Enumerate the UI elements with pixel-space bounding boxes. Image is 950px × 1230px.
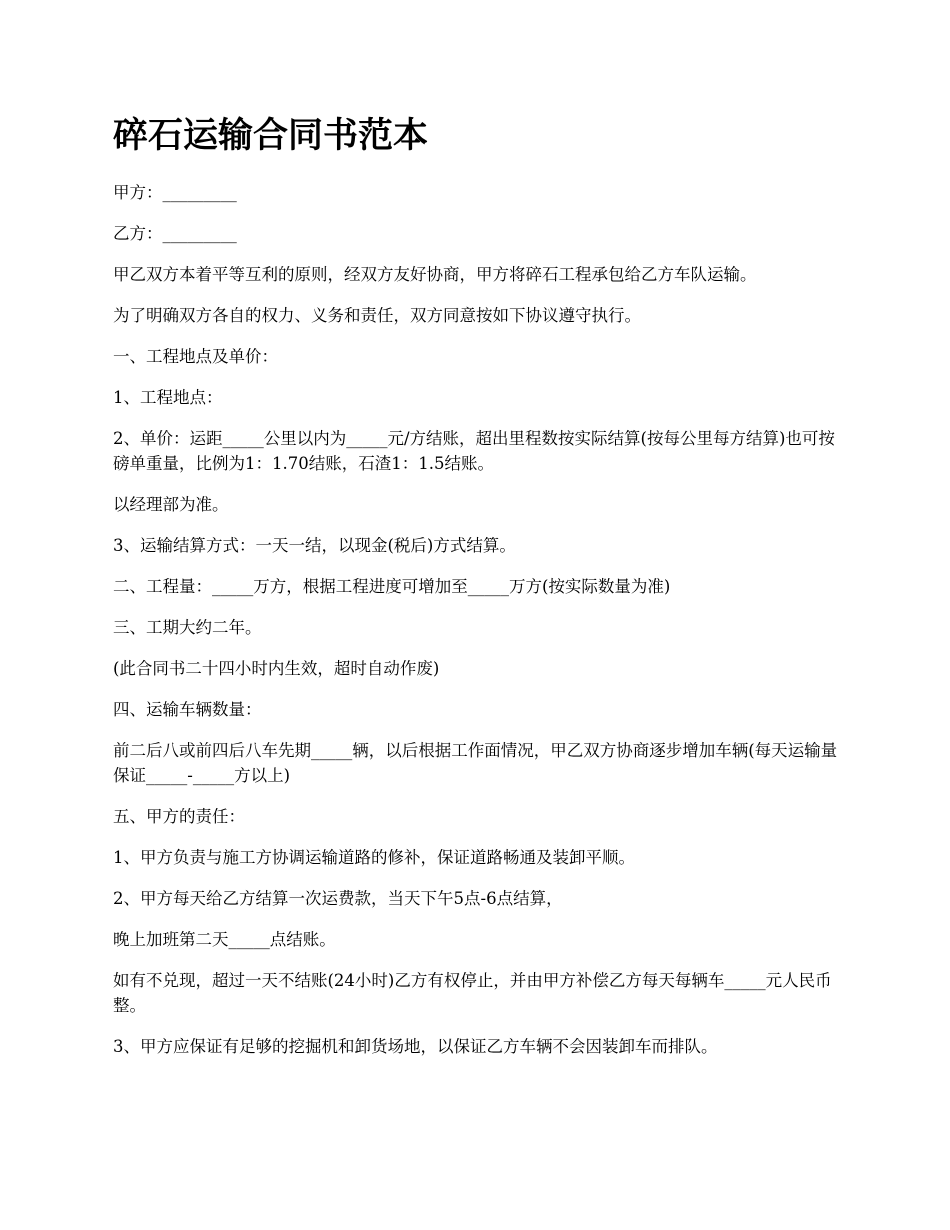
section-heading-party-a-duties: 五、甲方的责任： [113,807,245,826]
clause-daily-payment: 2、甲方每天给乙方结算一次运费款，当天下午5点-6点结算， [113,889,563,908]
section-heading-location-price: 一、工程地点及单价： [113,347,278,366]
party-a-line: 甲方：_________ [113,183,237,202]
clause-location: 1、工程地点： [113,388,223,407]
clause-unit-price: 2、单价：运距_____公里以内为_____元/方结账，超出里程数按实际结算(按每公里每方结算)也可按磅单重量，比例为1：1.70结账，石渣1：1.5结账。 [113,429,835,473]
clause-road-repair: 1、甲方负责与施工方协调运输道路的修补，保证道路畅通及装卸平顺。 [113,848,635,867]
party-b-line: 乙方：_________ [113,224,237,243]
section-heading-vehicles: 四、运输车辆数量： [113,700,262,719]
clause-compensation: 如有不兑现，超过一天不结账(24小时)乙方有权停止，并由甲方补偿乙方每天每辆车_____元人民币整。 [113,971,832,1015]
clause-manager-standard: 以经理部为准。 [113,495,229,514]
clause-equipment: 3、甲方应保证有足够的挖掘机和卸货场地，以保证乙方车辆不会因装卸车而排队。 [113,1037,718,1056]
purpose-paragraph: 为了明确双方各自的权力、义务和责任，双方同意按如下协议遵守执行。 [113,306,641,325]
intro-paragraph: 甲乙双方本着平等互利的原则，经双方友好协商，甲方将碎石工程承包给乙方车队运输。 [113,265,757,284]
clause-settlement-method: 3、运输结算方式：一天一结，以现金(税后)方式结算。 [113,536,516,555]
document-title: 碎石运输合同书范本 [113,115,429,156]
section-heading-quantity: 二、工程量：_____万方，根据工程进度可增加至_____万方(按实际数量为准) [113,577,671,596]
validity-note: (此合同书二十四小时内生效，超时自动作废) [113,659,440,678]
document-body [113,112,843,1075]
clause-vehicle-count: 前二后八或前四后八车先期_____辆，以后根据工作面情况，甲乙双方协商逐步增加车辆(每天运输量保证_____-_____方以上) [113,741,838,785]
section-heading-duration: 三、工期大约二年。 [113,618,262,637]
clause-overtime-payment: 晚上加班第二天_____点结账。 [113,930,336,949]
